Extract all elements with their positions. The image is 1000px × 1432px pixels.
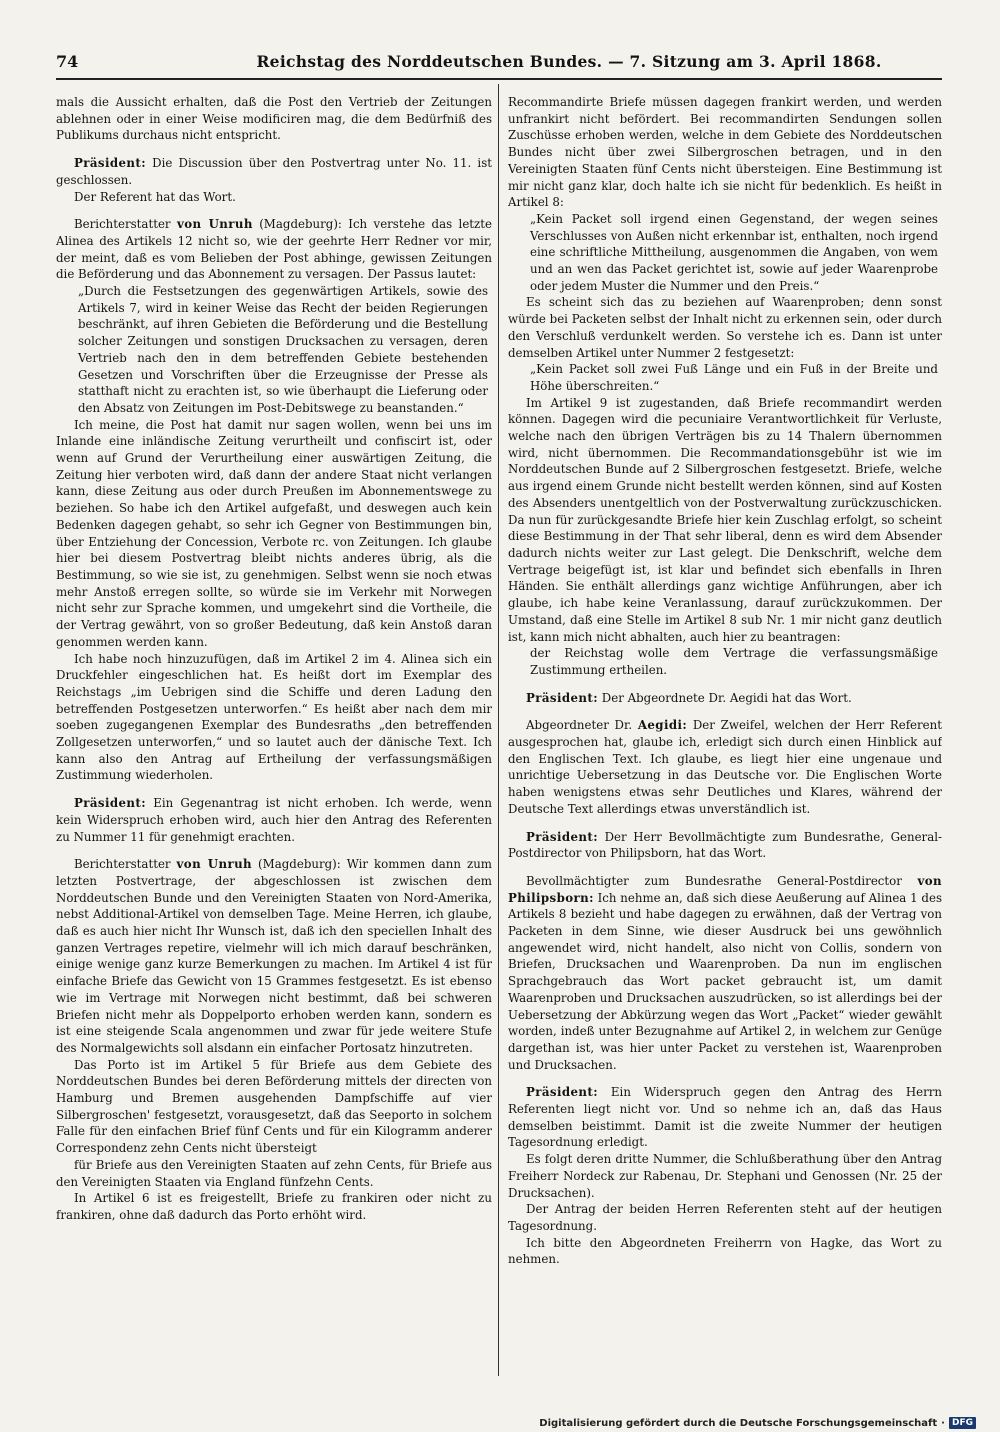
right-column — [508, 94, 942, 1376]
credit-text: Digitalisierung gefördert durch die Deutsche Forschungsgemeinschaft — [539, 1417, 938, 1429]
speaker-name: Aegidi: — [637, 718, 688, 733]
speech-text: (Magdeburg): Wir kommen dann zum letzten Postvertrage, der abgeschlossen ist zwischen dem Norddeutschen Bunde und den Vereinigten Staaten von Nord-Amerika, nebst Additional-Artikel von demselben Tage. Meine Herren, ich glaube, daß es auch hier nicht Ihr Wunsch ist, daß ich den speciellen Inhalt des ganzen Vertrages repetire, vielmehr will ich mich darauf beschränken, einige wenige ganz kurze Bemerkungen zu machen. Im Artikel 4 ist für einfache Briefe das Gewicht von 15 Grammes festgesetzt. Es ist ebenso wie im Vertrage mit Norwegen nicht bestimmt, daß bei schweren Briefen nicht mehr als Doppelporto erhoben werden kann, sondern es ist eine steigende Scala angenommen und zwar für jede weitere Stufe des Normalgewichts soll alsdann ein einfacher Portosatz hinzutreten. — [56, 857, 492, 1055]
speaker-role: Berichterstatter — [74, 217, 177, 232]
speech-text: Ein Widerspruch gegen den Antrag des Herrn Referenten liegt nicht vor. Und so nehme ich an, daß das Haus demselben beistimmt. Damit ist die zweite Nummer der heutigen Tagesordnung erledigt. — [508, 1085, 942, 1150]
speaker-paragraph — [508, 873, 942, 1073]
paragraph: In Artikel 6 ist es freigestellt, Briefe zu frankiren oder nicht zu frankiren, ohne daß dadurch das Porto erhöht wird. — [56, 1191, 492, 1222]
dfg-logo-icon: DFG — [949, 1417, 976, 1429]
speaker-name: Präsident: — [526, 1085, 598, 1100]
speech-text: Ich nehme an, daß sich diese Aeußerung auf Alinea 1 des Artikels 8 bezieht und habe dagegen zu erwähnen, daß der Vertrag von Packeten in dem Sinne, wie dieser Ausdruck bei uns gewöhnlich angewendet wird, nicht handelt, also nicht von Collis, sondern von Briefen, Drucksachen und Waarenproben. Da nun im englischen Sprachgebrauch das Wort packet gebraucht ist, um damit Waarenproben und Drucksachen auszudrücken, so ist allerdings bei der Uebersetzung der Abkürzung wegen das Wort „Packet“ wieder gewählt worden, indeß unter Bezugnahme auf Artikel 2, in welchem zur Genüge dargethan ist, was hier unter Packet zu verstehen ist, Waarenproben und Drucksachen. — [508, 890, 942, 1072]
paragraph: Es folgt deren dritte Nummer, die Schlußberathung über den Antrag Freiherr Nordeck zur Rabenau, Dr. Stephani und Genossen (Nr. 25 der Drucksachen). — [508, 1152, 942, 1200]
page-header — [56, 48, 942, 80]
speaker-paragraph — [56, 856, 492, 1056]
digitization-credit: Digitalisierung gefördert durch die Deutsche Forschungsgemeinschaft · DFG — [539, 1416, 976, 1430]
paragraph: Es scheint sich das zu beziehen auf Waarenproben; denn sonst würde bei Packeten selbst der Inhalt nicht zu erkennen sein, oder durch den Verschluß verdunkelt werden. So verstehe ich es. Dann ist unter demselben Artikel unter Nummer 2 festgesetzt: — [508, 295, 942, 360]
speaker-name: von Unruh — [176, 857, 253, 872]
speaker-role: Bevollmächtigter zum Bundesrathe General-Postdirector — [526, 873, 918, 888]
speech-text: Der Abgeordnete Dr. Aegidi hat das Wort. — [598, 690, 852, 705]
speaker-paragraph — [56, 795, 492, 845]
column-divider — [498, 84, 499, 1376]
speaker-paragraph — [56, 216, 492, 283]
speaker-paragraph — [56, 155, 492, 188]
speaker-paragraph — [508, 1084, 942, 1151]
paragraph: Ich habe noch hinzuzufügen, daß im Artikel 2 im 4. Alinea sich ein Druckfehler eingeschlichen hat. Es heißt dort im Exemplar des Reichstags „im Uebrigen sind die Schiffe und deren Ladung den betreffenden Postgesetzen unterworfen.“ Es heißt aber nach dem mir soeben zugegangenen Exemplar des Bundesraths „den betreffenden Zollgesetzen unterworfen,“ und so lautet auch der dänische Text. Ich kann also den Antrag auf Ertheilung der verfassungsmäßigen Zustimmung wiederholen. — [56, 651, 492, 783]
speaker-paragraph — [508, 829, 942, 862]
speaker-role: Berichterstatter — [74, 857, 177, 872]
speech-text: Der Zweifel, welchen der Herr Referent ausgesprochen hat, glaube ich, erledigt sich durch einen Hinblick auf den Englischen Text. Ich glaube, es liegt hier eine ungenaue und unrichtige Uebersetzung in das Deutsche vor. Die Englischen Worte haben wenigstens etwas sehr Deutliches und Klares, während der Deutsche Text allerdings etwas unverständlich ist. — [508, 718, 942, 816]
paragraph: Ich meine, die Post hat damit nur sagen wollen, wenn bei uns im Inlande eine inländische Zeitung verurtheilt und confiscirt ist, oder wenn auf Grund der Verurtheilung einer auswärtigen Zeitung, die Zeitung hier verboten wird, daß dann der andere Staat nicht verlangen kann, diese Zeitung aus oder durch Preußen im Abonnementswege zu beziehen. So habe ich den Artikel aufgefaßt, und deswegen auch kein Bedenken dagegen gehabt, so sehr ich Gegner von Bestimmungen bin, über Entziehung der Concession, Verbote rc. von Zeitungen. Ich glaube hier bei diesem Postvertrag bleibt nichts anderes übrig, als die Bestimmung, so wie sie ist, zu genehmigen. Selbst wenn sie noch etwas mehr Anstoß erregen sollte, so würde sie im Verkehr mit Norwegen nicht sehr zur Sprache kommen, und umgekehrt sind die Vortheile, die der Vertrag gewährt, von so großer Bedeutung, daß kein Anstoß daran genommen werden kann. — [56, 417, 492, 649]
paragraph: Ich bitte den Abgeordneten Freiherrn von Hagke, das Wort zu nehmen. — [508, 1235, 942, 1267]
speech-text: Der Herr Bevollmächtigte zum Bundesrathe, General-Postdirector von Philipsborn, hat das Wort. — [508, 829, 942, 861]
paragraph: Im Artikel 9 ist zugestanden, daß Briefe recommandirt werden können. Dagegen wird die pecuniaire Verantwortlichkeit für Verluste, welche nach den übrigen Verträgen bis zu 14 Thalern übernommen wird, nicht übernommen. Die Recommandationsgebühr ist wie im Norddeutschen Bunde auf 2 Silbergroschen festgesetzt. Briefe, welche aus irgend einem Grunde nicht bestellt werden können, sind auf Kosten des Absenders unentgeltlich von der Postverwaltung zurückzuschicken. Da nun für zurückgesandte Briefe hier kein Zuschlag erfolgt, so scheint diese Bestimmung in der That sehr liberal, denn es wird dem Absender dadurch nichts weiter zur Last gelegt. Die Denkschrift, welche dem Vertrage beigefügt ist, ist klar und befindet sich ebenfalls in Ihren Händen. Sie enthält allerdings ganz wichtige Anführungen, aber ich glaube, ich habe keine Veranlassung, darauf zurückzukommen. Der Umstand, daß eine Stelle im Artikel 8 sub Nr. 1 mir nicht ganz deutlich ist, kann mich nicht abhalten, auch hier zu beantragen: — [508, 395, 942, 644]
speech-text: Ein Gegenantrag ist nicht erhoben. Ich werde, wenn kein Widerspruch erhoben wird, auch hier den Antrag des Referenten zu Nummer 11 für genehmigt erachten. — [56, 796, 492, 844]
paragraph: Das Porto ist im Artikel 5 für Briefe aus dem Gebiete des Norddeutschen Bundes bei deren Beförderung mittels der directen von Hamburg und Bremen ausgehenden Dampfschiffe auf vier Silbergroschen' festgesetzt, vorausgesetzt, daß das Seeporto in solchem Falle für den einfachen Brief fünf Cents und für ein Kilogramm anderer Correspondenz zehn Cents nicht übersteigt — [56, 1057, 492, 1156]
paragraph: Der Antrag der beiden Herren Referenten steht auf der heutigen Tagesordnung. — [508, 1202, 942, 1233]
quotation: „Kein Packet soll zwei Fuß Länge und ein Fuß in der Breite und Höhe überschreiten.“ — [530, 362, 938, 393]
paragraph: Recommandirte Briefe müssen dagegen frankirt werden, und werden unfrankirt nicht befördert. Bei recommandirten Sendungen sollen Zuschüsse erhoben werden, welche in dem Gebiete des Norddeutschen Bundes nicht über zwei Silbergroschen betragen, und in den Vereinigten Staaten fünf Cents nicht übersteigen. Eine Bestimmung ist mir nicht ganz klar, doch halte ich sie nicht für bedenklich. Es heißt in Artikel 8: — [508, 95, 942, 210]
paragraph: Der Referent hat das Wort. — [74, 189, 236, 204]
left-column — [56, 94, 492, 1376]
speaker-name: Präsident: — [74, 796, 146, 811]
speaker-name: Präsident: — [526, 829, 598, 844]
speaker-role: Abgeordneter Dr. — [526, 718, 638, 733]
speech-text: Die Discussion über den Postvertrag unter No. 11. ist geschlossen. — [56, 156, 492, 187]
running-title: Reichstag des Norddeutschen Bundes. — 7. Sitzung am 3. April 1868. — [256, 52, 882, 71]
speaker-name: Präsident: — [74, 156, 146, 171]
speech-text: (Magdeburg): Ich verstehe das letzte Alinea des Artikels 12 nicht so, wie der geehrte Herr Redner vor mir, der meint, daß es vom Belieben der Post abhinge, gewissen Zeitungen die Beförderung und das Abonnement zu versagen. Der Passus lautet: — [56, 217, 492, 282]
speaker-name: Präsident: — [526, 690, 598, 705]
speaker-paragraph — [508, 690, 942, 707]
speaker-paragraph — [508, 717, 942, 817]
speaker-name: von Philipsborn: — [508, 873, 942, 905]
paragraph: mals die Aussicht erhalten, daß die Post den Vertrieb der Zeitungen ablehnen oder in einer Weise modificiren mag, die dem Bedürfniß des Publikums durchaus nicht entspricht. — [56, 95, 492, 143]
paragraph: für Briefe aus den Vereinigten Staaten auf zehn Cents, für Briefe aus den Vereinigten Staaten via England fünfzehn Cents. — [56, 1157, 492, 1189]
quotation: „Kein Packet soll irgend einen Gegenstand, der wegen seines Verschlusses von Außen nicht erkennbar ist, enthalten, noch irgend eine schriftliche Mittheilung, ausgenommen die Angaben, von wem und an wen das Packet gerichtet ist, sowie auf jeder Waarenprobe oder jedem Muster die Nummer und den Preis.“ — [530, 211, 938, 293]
page-number: 74 — [56, 52, 79, 71]
quotation: der Reichstag wolle dem Vertrage die verfassungsmäßige Zustimmung ertheilen. — [530, 646, 938, 677]
speaker-name: von Unruh — [176, 217, 253, 232]
quotation: „Durch die Festsetzungen des gegenwärtigen Artikels, sowie des Artikels 7, wird in keiner Weise das Recht der beiden Regierungen beschränkt, auf ihren Gebieten die Beförderung und die Bestellung solcher Zeitungen und sonstigen Drucksachen zu versagen, deren Vertrieb nach den in dem betreffenden Gebiete bestehenden Gesetzen und Vorschriften über die Erzeugnisse der Presse als statthaft nicht zu erachten ist, so wie überhaupt die Lieferung oder den Absatz von Zeitungen im Post-Debitswege zu beanstanden.“ — [78, 284, 488, 415]
